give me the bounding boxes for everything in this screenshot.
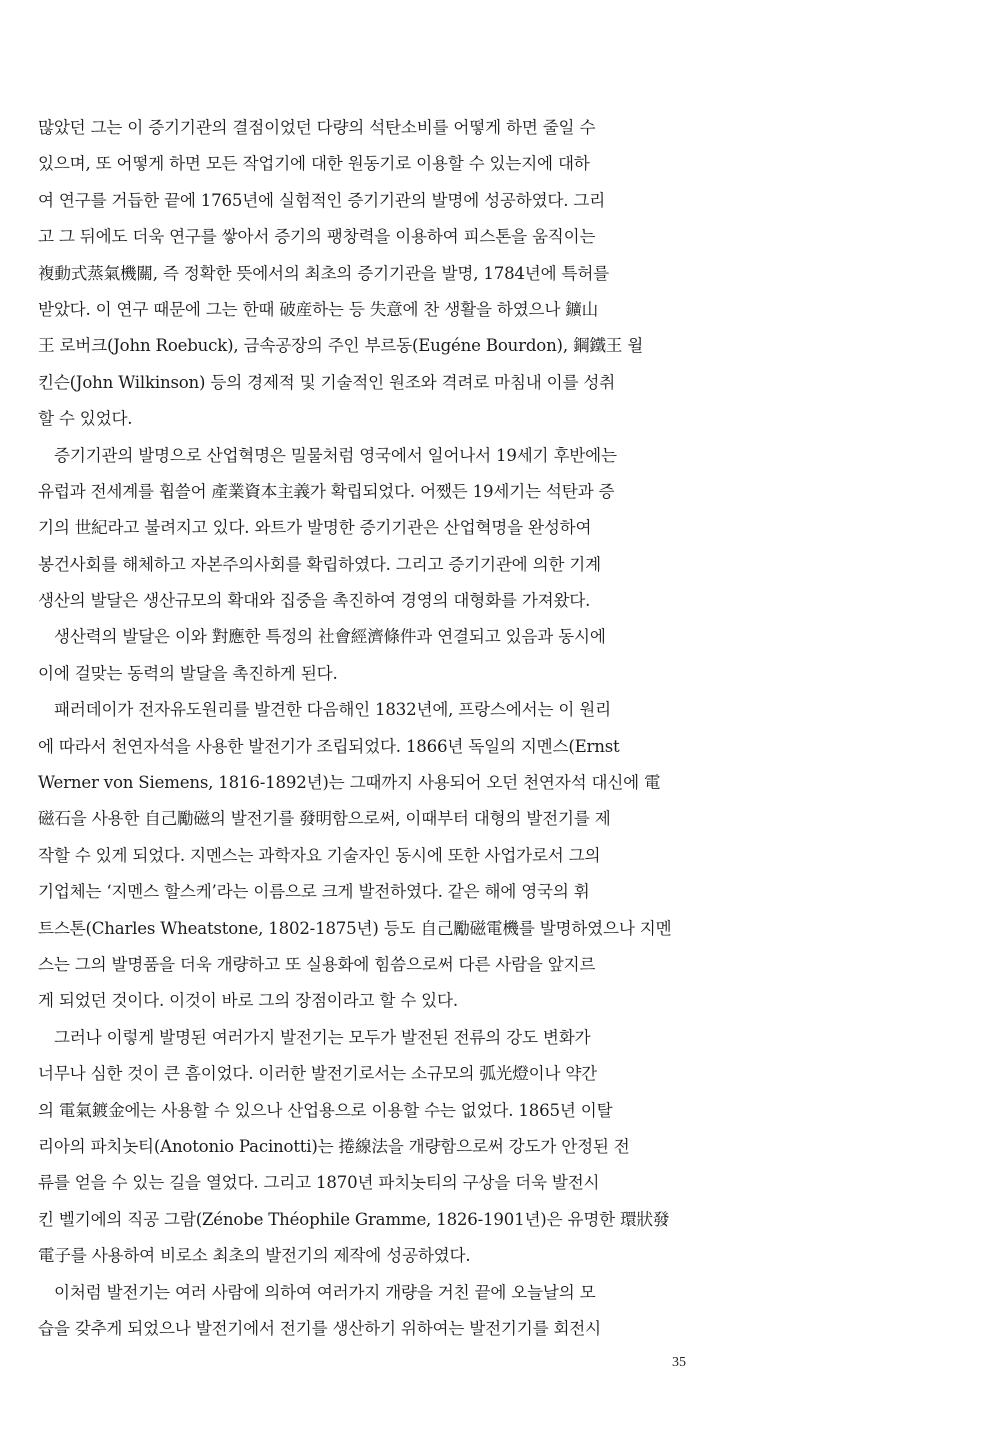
text-line: 많았던 그는 이 증기기관의 결점이었던 다량의 석탄소비를 어떻게 하면 줄일 수 (38, 118, 596, 137)
text-line: 리아의 파치놋티(Anotonio Pacinotti)는 捲線法을 개량함으로써 강도가 안정된 전 (38, 1136, 630, 1156)
text-line: 고 그 뒤에도 더욱 연구를 쌓아서 증기의 팽창력을 이용하여 피스톤을 움직이는 (38, 227, 596, 247)
body-text (38, 110, 706, 1347)
text-line: 할 수 있었다. (38, 409, 133, 429)
text-line: 의 電氣鍍金에는 사용할 수 있으나 산업용으로 이용할 수는 없었다. 1865년 이탈 (38, 1100, 613, 1120)
text-line: 증기기관의 발명으로 산업혁명은 밀물처럼 영국에서 일어나서 19세기 후반에는 (54, 445, 617, 465)
text-line: 킨 벨기에의 직공 그람(Zénobe Théophile Gramme, 1826-1901년)은 유명한 環狀發 (38, 1209, 670, 1229)
page-number: 35 (672, 1355, 686, 1370)
text-line: 기업체는 ‘지멘스 할스케’라는 이름으로 크게 발전하였다. 같은 해에 영국의 휘 (38, 882, 590, 902)
text-line: 王 로버크(John Roebuck), 금속공장의 주인 부르동(Eugéne Bourdon), 鋼鐵王 윌 (38, 336, 644, 356)
text-line: 받았다. 이 연구 때문에 그는 한때 破産하는 등 失意에 찬 생활을 하였으나 鑛山 (38, 299, 599, 319)
text-line: 생산력의 발달은 이와 對應한 특정의 社會經濟條件과 연결되고 있음과 동시에 (54, 627, 606, 647)
text-line: 이처럼 발전기는 여러 사람에 의하여 여러가지 개량을 거친 끝에 오늘날의 모 (54, 1282, 596, 1302)
text-line: 유럽과 전세계를 휩쓸어 產業資本主義가 확립되었다. 어쨌든 19세기는 석탄과 증 (38, 481, 615, 501)
text-line: 電子를 사용하여 비로소 최초의 발전기의 제작에 성공하였다. (38, 1246, 471, 1266)
text-line: 에 따라서 천연자석을 사용한 발전기가 조립되었다. 1866년 독일의 지멘스(Ernst (38, 736, 620, 756)
text-line: 여 연구를 거듭한 끝에 1765년에 실험적인 증기기관의 발명에 성공하였다. 그리 (38, 190, 606, 210)
text-line: 패러데이가 전자유도원리를 발견한 다음해인 1832년에, 프랑스에서는 이 원리 (54, 700, 611, 720)
text-line: 이에 걸맞는 동력의 발달을 촉진하게 된다. (38, 663, 338, 683)
text-line: 게 되었던 것이다. 이것이 바로 그의 장점이라고 할 수 있다. (38, 991, 458, 1011)
text-line: 생산의 발달은 생산규모의 확대와 집중을 촉진하여 경영의 대형화를 가져왔다. (38, 591, 591, 611)
text-line: 봉건사회를 해체하고 자본주의사회를 확립하였다. 그리고 증기기관에 의한 기계 (38, 554, 601, 574)
text-line: 기의 世紀라고 불려지고 있다. 와트가 발명한 증기기관은 산업혁명을 완성하여 (38, 518, 592, 538)
text-line: 複動式蒸氣機關, 즉 정확한 뜻에서의 최초의 증기기관을 발명, 1784년에 특허를 (38, 263, 610, 283)
text-line: 磁石을 사용한 自己勵磁의 발전기를 發明함으로써, 이때부터 대형의 발전기를 제 (38, 809, 611, 829)
text-line: 스는 그의 발명품을 더욱 개량하고 또 실용화에 힘씀으로써 다른 사람을 앞지르 (38, 954, 596, 974)
text-line: 습을 갖추게 되었으나 발전기에서 전기를 생산하기 위하여는 발전기기를 회전시 (38, 1318, 601, 1338)
text-line: 있으며, 또 어떻게 하면 모든 작업기에 대한 원동기로 이용할 수 있는지에 대하 (38, 154, 590, 174)
text-line: 킨슨(John Wilkinson) 등의 경제적 및 기술적인 원조와 격려로 마침내 이를 성취 (38, 372, 616, 392)
text-line: 너무나 심한 것이 큰 흠이었다. 이러한 발전기로서는 소규모의 弧光燈이나 약간 (38, 1064, 597, 1084)
text-line: 작할 수 있게 되었다. 지멘스는 과학자요 기술자인 동시에 또한 사업가로서 그의 (38, 845, 601, 865)
text-line: 그러나 이렇게 발명된 여러가지 발전기는 모두가 발전된 전류의 강도 변화가 (54, 1027, 591, 1047)
text-line: 류를 얻을 수 있는 길을 열었다. 그리고 1870년 파치놋티의 구상을 더욱 발전시 (38, 1173, 600, 1193)
text-line: 트스톤(Charles Wheatstone, 1802-1875년) 등도 自己勵磁電機를 발명하였으나 지멘 (38, 918, 672, 938)
text-line: Werner von Siemens, 1816-1892년)는 그때까지 사용되어 오던 천연자석 대신에 電 (38, 773, 661, 793)
